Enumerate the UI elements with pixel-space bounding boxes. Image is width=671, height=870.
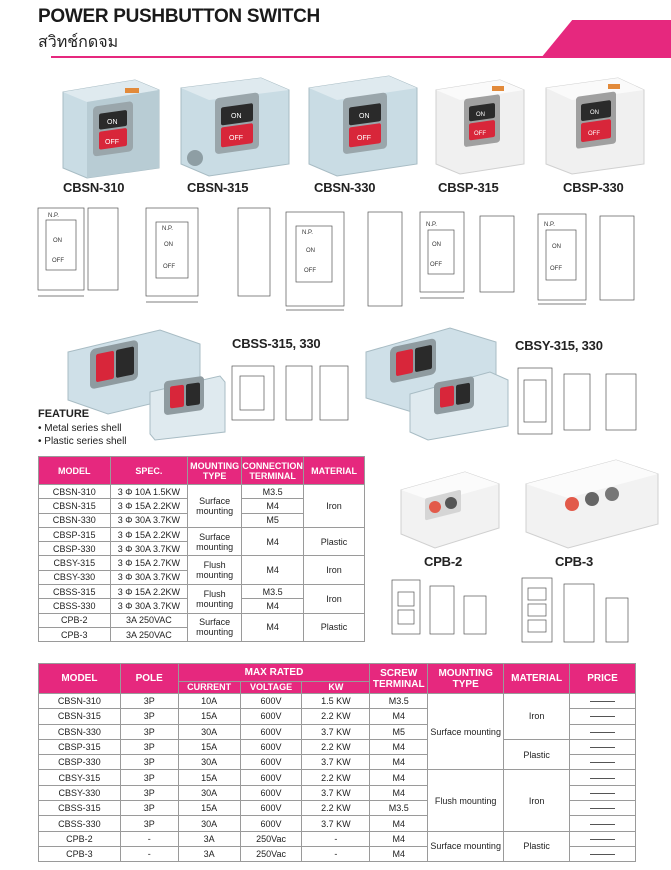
cbsn-330-photo (303, 68, 423, 178)
on-text: ON (432, 242, 441, 248)
voltage-cell: 250Vac (240, 831, 302, 846)
voltage-cell: 600V (240, 694, 302, 709)
cbsy-photo (360, 322, 510, 442)
price-cell (570, 739, 636, 754)
col-header: VOLTAGE (240, 682, 302, 694)
on-text: ON (476, 112, 485, 118)
spec-cell: 3 Φ 15A 2.7KW (110, 556, 188, 570)
on-text: ON (164, 242, 173, 248)
kw-cell: - (302, 831, 370, 846)
off-text: OFF (304, 268, 316, 274)
model-cell: CPB-3 (39, 627, 111, 641)
price-cell (570, 755, 636, 770)
material-cell: Plastic (304, 613, 365, 642)
feature-title: FEATURE (38, 408, 90, 420)
col-header: MOUNTING TYPE (188, 457, 242, 485)
spec-cell: 3 Φ 15A 2.2KW (110, 585, 188, 599)
page-title: POWER PUSHBUTTON SWITCH (38, 6, 320, 27)
material-cell: Plastic (504, 831, 570, 862)
mounting-cell: Surface mounting (428, 831, 504, 862)
page-subtitle: สวิทช์กดจม (38, 34, 119, 51)
table-row (39, 831, 636, 846)
mounting-cell: Surface mounting (188, 527, 242, 556)
kw-cell: 2.2 KW (302, 739, 370, 754)
model-cell: CBSY-330 (39, 570, 111, 584)
model-cell: CBSP-315 (39, 739, 121, 754)
mounting-cell: Surface mounting (188, 485, 242, 528)
screw-cell: M3.5 (370, 694, 428, 709)
off-text: OFF (474, 131, 486, 137)
on-text: ON (107, 119, 118, 126)
product-label: CBSS-315, 330 (232, 336, 321, 351)
voltage-cell: 600V (240, 785, 302, 800)
col-header: CONNECTION TERMINAL (242, 457, 304, 485)
model-cell: CPB-3 (39, 846, 121, 861)
model-cell: CBSP-315 (39, 527, 111, 541)
col-header: MOUNTING TYPE (428, 664, 504, 694)
table-row (39, 556, 365, 570)
off-text: OFF (52, 258, 64, 264)
terminal-cell: M4 (242, 613, 304, 642)
pole-cell: 3P (120, 694, 178, 709)
current-cell: 30A (178, 755, 240, 770)
current-cell: 30A (178, 724, 240, 739)
current-cell: 30A (178, 816, 240, 831)
cpb-3-photo (520, 452, 665, 552)
kw-cell: 3.7 KW (302, 724, 370, 739)
pole-cell: 3P (120, 816, 178, 831)
mounting-cell: Flush mounting (188, 556, 242, 585)
table-row (39, 613, 365, 627)
product-label: CPB-3 (555, 554, 594, 569)
header-accent-bar (541, 20, 671, 58)
cbss-drawing (228, 360, 353, 430)
spec-cell: 3 Φ 10A 1.5KW (110, 485, 188, 499)
voltage-cell: 600V (240, 755, 302, 770)
current-cell: 15A (178, 739, 240, 754)
rating-table (38, 663, 636, 862)
material-cell: Iron (304, 485, 365, 528)
current-cell: 10A (178, 694, 240, 709)
pole-cell: 3P (120, 801, 178, 816)
current-cell: 15A (178, 801, 240, 816)
product-label: CBSN-310 (63, 180, 125, 195)
model-cell: CBSN-330 (39, 513, 111, 527)
on-text: ON (231, 113, 242, 120)
product-label: CPB-2 (424, 554, 463, 569)
spec-table (38, 456, 365, 642)
cbsn-315-photo (175, 70, 295, 178)
on-text: ON (552, 244, 561, 250)
price-cell (570, 801, 636, 816)
screw-cell: M4 (370, 709, 428, 724)
dimension-drawing (28, 198, 668, 318)
pole-cell: 3P (120, 739, 178, 754)
price-cell (570, 846, 636, 861)
price-cell (570, 724, 636, 739)
cbsp-330-photo (540, 70, 650, 176)
on-text: ON (359, 113, 370, 120)
on-text: ON (306, 248, 315, 254)
model-cell: CBSS-330 (39, 816, 121, 831)
spec-cell: 3 Φ 30A 3.7KW (110, 599, 188, 613)
col-header: SCREW TERMINAL (370, 664, 428, 694)
feature-item: • Plastic series shell (38, 435, 127, 448)
price-cell (570, 694, 636, 709)
price-cell (570, 709, 636, 724)
model-cell: CBSN-330 (39, 724, 121, 739)
kw-cell: 1.5 KW (302, 694, 370, 709)
price-cell (570, 831, 636, 846)
model-cell: CBSN-310 (39, 694, 121, 709)
voltage-cell: 600V (240, 801, 302, 816)
cbsn-310-photo (55, 72, 165, 180)
product-label: CBSP-315 (438, 180, 499, 195)
mounting-cell: Flush mounting (428, 770, 504, 831)
product-label: CBSY-315, 330 (515, 338, 603, 353)
np-text: N.P. (302, 230, 313, 236)
model-cell: CBSP-330 (39, 755, 121, 770)
table-row (39, 739, 636, 754)
model-cell: CBSY-315 (39, 556, 111, 570)
col-header: KW (302, 682, 370, 694)
screw-cell: M4 (370, 739, 428, 754)
spec-cell: 3 Φ 30A 3.7KW (110, 513, 188, 527)
screw-cell: M4 (370, 816, 428, 831)
col-header: MATERIAL (504, 664, 570, 694)
voltage-cell: 600V (240, 770, 302, 785)
cbsy-drawing (512, 362, 662, 442)
price-cell (570, 770, 636, 785)
model-cell: CBSS-330 (39, 599, 111, 613)
material-cell: Plastic (304, 527, 365, 556)
price-cell (570, 816, 636, 831)
spec-cell: 3A 250VAC (110, 627, 188, 641)
model-cell: CBSN-315 (39, 709, 121, 724)
model-cell: CPB-2 (39, 831, 121, 846)
terminal-cell: M5 (242, 513, 304, 527)
model-cell: CBSN-310 (39, 485, 111, 499)
spec-cell: 3 Φ 30A 3.7KW (110, 570, 188, 584)
current-cell: 3A (178, 846, 240, 861)
mounting-cell: Flush mounting (188, 585, 242, 614)
current-cell: 15A (178, 709, 240, 724)
terminal-cell: M4 (242, 556, 304, 585)
kw-cell: 3.7 KW (302, 755, 370, 770)
spec-cell: 3 Φ 15A 2.2KW (110, 527, 188, 541)
table-row (39, 585, 365, 599)
spec-cell: 3 Φ 15A 2.2KW (110, 499, 188, 513)
kw-cell: 2.2 KW (302, 709, 370, 724)
screw-cell: M4 (370, 785, 428, 800)
screw-cell: M4 (370, 770, 428, 785)
cpb-drawing (388, 572, 663, 652)
header-accent-line (51, 56, 671, 58)
kw-cell: 2.2 KW (302, 801, 370, 816)
screw-cell: M3.5 (370, 801, 428, 816)
terminal-cell: M3.5 (242, 485, 304, 499)
cpb-2-photo (395, 464, 505, 554)
model-cell: CBSS-315 (39, 585, 111, 599)
pole-cell: 3P (120, 724, 178, 739)
terminal-cell: M4 (242, 599, 304, 613)
spec-cell: 3 Φ 30A 3.7KW (110, 542, 188, 556)
voltage-cell: 250Vac (240, 846, 302, 861)
np-text: N.P. (162, 226, 173, 232)
model-cell: CBSP-330 (39, 542, 111, 556)
cbsp-315-photo (430, 72, 530, 176)
model-cell: CBSN-315 (39, 499, 111, 513)
off-text: OFF (550, 266, 562, 272)
product-label: CBSN-330 (314, 180, 376, 195)
col-header: MODEL (39, 457, 111, 485)
model-cell: CBSY-330 (39, 785, 121, 800)
on-text: ON (590, 110, 599, 116)
mounting-cell: Surface mounting (428, 694, 504, 770)
col-header: MODEL (39, 664, 121, 694)
feature-item: • Metal series shell (38, 422, 127, 435)
col-header: PRICE (570, 664, 636, 694)
current-cell: 3A (178, 831, 240, 846)
off-text: OFF (588, 131, 600, 137)
pole-cell: - (120, 831, 178, 846)
screw-cell: M4 (370, 846, 428, 861)
pole-cell: 3P (120, 770, 178, 785)
np-text: N.P. (426, 222, 437, 228)
col-header: MATERIAL (304, 457, 365, 485)
current-cell: 15A (178, 770, 240, 785)
price-cell (570, 785, 636, 800)
voltage-cell: 600V (240, 739, 302, 754)
kw-cell: - (302, 846, 370, 861)
screw-cell: M5 (370, 724, 428, 739)
pole-cell: - (120, 846, 178, 861)
np-text: N.P. (544, 222, 555, 228)
table-row (39, 527, 365, 541)
off-text: OFF (229, 135, 243, 142)
col-header: MAX RATED (178, 664, 370, 682)
table-row (39, 485, 365, 499)
product-label: CBSN-315 (187, 180, 249, 195)
table-row (39, 694, 636, 709)
col-header: POLE (120, 664, 178, 694)
model-cell: CBSS-315 (39, 801, 121, 816)
pole-cell: 3P (120, 785, 178, 800)
screw-cell: M4 (370, 831, 428, 846)
feature-block (38, 408, 127, 448)
pole-cell: 3P (120, 709, 178, 724)
kw-cell: 2.2 KW (302, 770, 370, 785)
voltage-cell: 600V (240, 816, 302, 831)
kw-cell: 3.7 KW (302, 816, 370, 831)
spec-cell: 3A 250VAC (110, 613, 188, 627)
terminal-cell: M4 (242, 527, 304, 556)
voltage-cell: 600V (240, 709, 302, 724)
material-cell: Iron (504, 770, 570, 831)
material-cell: Plastic (504, 739, 570, 770)
off-text: OFF (105, 139, 119, 146)
kw-cell: 3.7 KW (302, 785, 370, 800)
product-label: CBSP-330 (563, 180, 624, 195)
table-row (39, 770, 636, 785)
current-cell: 30A (178, 785, 240, 800)
material-cell: Iron (304, 556, 365, 585)
model-cell: CPB-2 (39, 613, 111, 627)
pole-cell: 3P (120, 755, 178, 770)
np-text: N.P. (48, 213, 59, 219)
material-cell: Iron (304, 585, 365, 614)
col-header: CURRENT (178, 682, 240, 694)
off-text: OFF (430, 262, 442, 268)
model-cell: CBSY-315 (39, 770, 121, 785)
voltage-cell: 600V (240, 724, 302, 739)
screw-cell: M4 (370, 755, 428, 770)
off-text: OFF (163, 264, 175, 270)
terminal-cell: M3.5 (242, 585, 304, 599)
mounting-cell: Surface mounting (188, 613, 242, 642)
on-text: ON (53, 238, 62, 244)
terminal-cell: M4 (242, 499, 304, 513)
off-text: OFF (357, 135, 371, 142)
material-cell: Iron (504, 694, 570, 740)
col-header: SPEC. (110, 457, 188, 485)
